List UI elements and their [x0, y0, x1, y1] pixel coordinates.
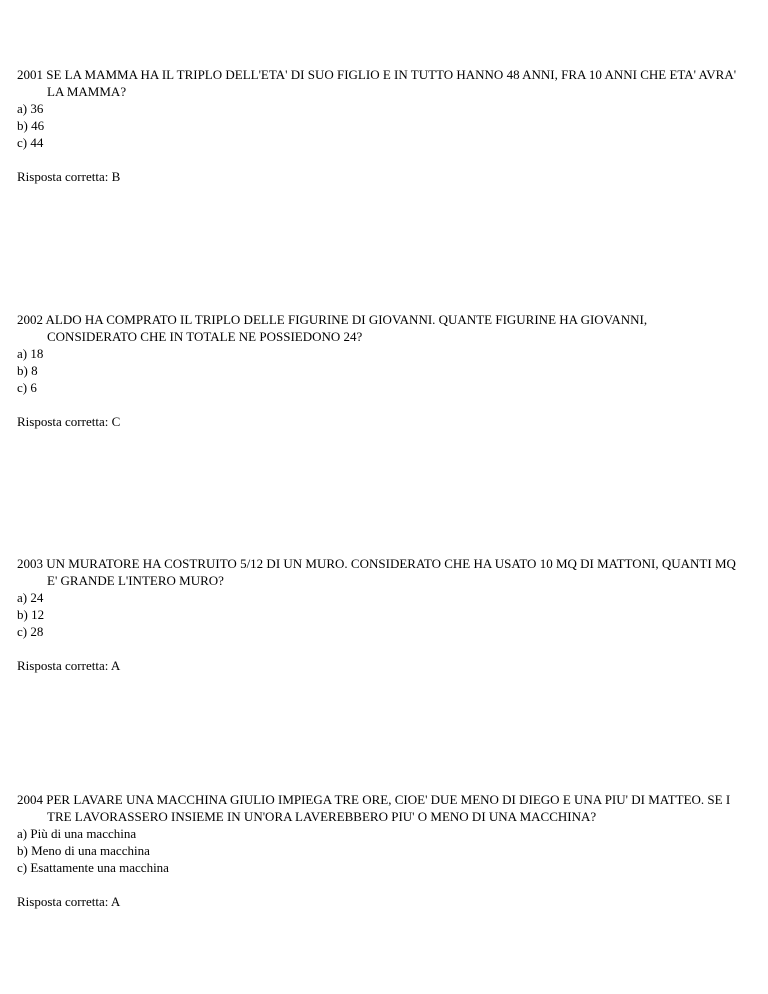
option-c: c) 28 [17, 624, 44, 639]
correct-answer: Risposta corretta: A [17, 658, 121, 673]
option-a: a) 24 [17, 590, 44, 605]
option-c: c) 44 [17, 135, 44, 150]
question-text: 2002 ALDO HA COMPRATO IL TRIPLO DELLE FIGURINE DI GIOVANNI. QUANTE FIGURINE HA GIOVANNI, CONSIDERATO CHE IN TOTALE NE POSSIEDONO 24? [17, 312, 648, 344]
option-b: b) Meno di una macchina [17, 843, 150, 858]
question-block [17, 791, 737, 910]
option-c: c) Esattamente una macchina [17, 860, 169, 875]
correct-answer: Risposta corretta: C [17, 414, 121, 429]
option-b: b) 46 [17, 118, 45, 133]
correct-answer: Risposta corretta: B [17, 169, 121, 184]
question-block [17, 555, 737, 674]
option-a: a) 18 [17, 346, 44, 361]
question-text: 2001 SE LA MAMMA HA IL TRIPLO DELL'ETA' DI SUO FIGLIO E IN TUTTO HANNO 48 ANNI, FRA 10 ANNI CHE ETA' AVRA' LA MAMMA? [17, 67, 737, 99]
option-a: a) 36 [17, 101, 44, 116]
option-b: b) 12 [17, 607, 45, 622]
question-block [17, 66, 737, 185]
correct-answer: Risposta corretta: A [17, 894, 121, 909]
option-a: a) Più di una macchina [17, 826, 137, 841]
option-b: b) 8 [17, 363, 38, 378]
question-block [17, 311, 737, 430]
question-text: 2003 UN MURATORE HA COSTRUITO 5/12 DI UN MURO. CONSIDERATO CHE HA USATO 10 MQ DI MATTONI, QUANTI MQ E' GRANDE L'INTERO MURO? [17, 556, 736, 588]
question-text: 2004 PER LAVARE UNA MACCHINA GIULIO IMPIEGA TRE ORE, CIOE' DUE MENO DI DIEGO E UNA PIU' DI MATTEO. SE I TRE LAVORASSERO INSIEME IN UN'ORA LAVEREBBERO PIU' O MENO DI UNA MACCHINA? [17, 792, 731, 824]
option-c: c) 6 [17, 380, 37, 395]
